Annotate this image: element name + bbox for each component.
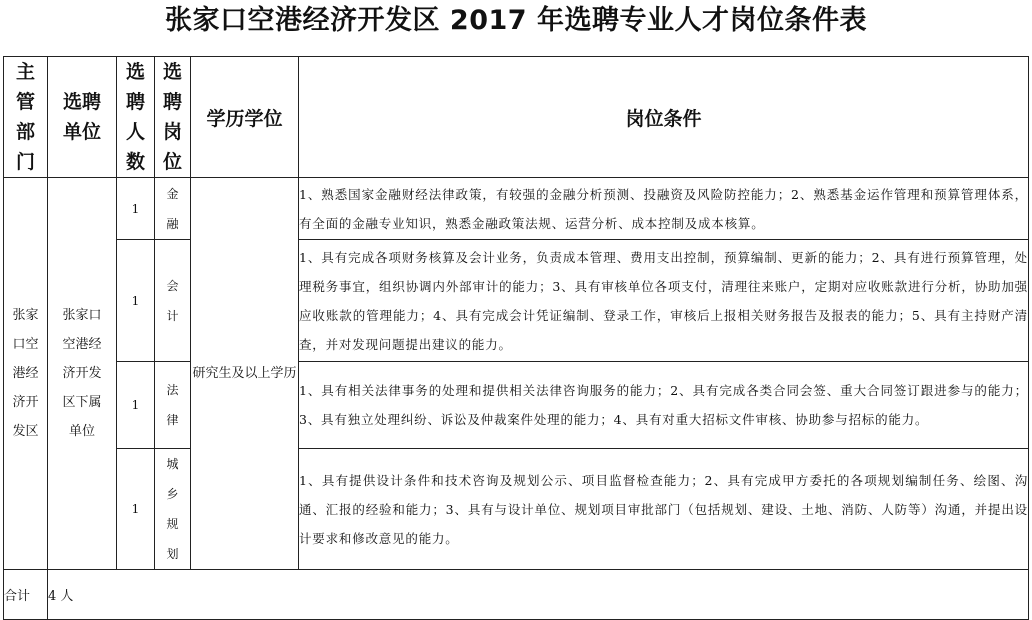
count-cell: 1 <box>117 178 155 240</box>
table-row <box>4 178 1029 240</box>
count-cell: 1 <box>117 449 155 570</box>
header-post: 选聘岗位 <box>155 57 191 178</box>
conditions-cell: 1、具有完成各项财务核算及会计业务，负责成本管理、费用支出控制，预算编制、更新的能力；2、具有进行预算管理，处理税务事宜，组织协调内外部审计的能力；3、具有审核单位各项支付，清理往来账户，定期对应收账款进行分析，协助加强应收账款的管理能力；4、具有完成会计凭证编制、登录工作，审核后上报相关财务报告及报表的能力；5、具有主持财产清查，并对发现问题提出建议的能力。 <box>299 240 1029 362</box>
conditions-cell: 1、熟悉国家金融财经法律政策，有较强的金融分析预测、投融资及风险防控能力；2、熟悉基金运作管理和预算管理体系，有全面的金融专业知识，熟悉金融政策法规、运营分析、成本控制及成本核算。 <box>299 178 1029 240</box>
table-row <box>4 449 1029 570</box>
total-value: 4 人 <box>48 570 1029 620</box>
post-cell: 金融 <box>155 178 191 240</box>
page-title: 张家口空港经济开发区 2017 年选聘专业人才岗位条件表 <box>165 5 867 36</box>
header-conditions: 岗位条件 <box>299 57 1029 178</box>
positions-table <box>3 56 1029 620</box>
header-row <box>4 57 1029 178</box>
header-dept: 主管部门 <box>4 57 48 178</box>
count-cell: 1 <box>117 362 155 449</box>
header-count: 选聘人数 <box>117 57 155 178</box>
table-row <box>4 240 1029 362</box>
degree-cell: 研究生及以上学历 <box>191 178 299 570</box>
total-row <box>4 570 1029 620</box>
conditions-cell: 1、具有提供设计条件和技术咨询及规划公示、项目监督检查能力；2、具有完成甲方委托的各项规划编制任务、绘图、沟通、汇报的经验和能力；3、具有与设计单位、规划项目审批部门（包括规划、建设、土地、消防、人防等）沟通，并提出设计要求和修改意见的能力。 <box>299 449 1029 570</box>
count-cell: 1 <box>117 240 155 362</box>
total-label: 合计 <box>4 570 48 620</box>
post-cell: 城乡规划 <box>155 449 191 570</box>
post-cell: 会计 <box>155 240 191 362</box>
unit-cell: 张家口空港经济开发区下属单位 <box>48 178 117 570</box>
dept-cell: 张家口空港经济开发区 <box>4 178 48 570</box>
table-row <box>4 362 1029 449</box>
post-cell: 法律 <box>155 362 191 449</box>
header-unit: 选聘单位 <box>48 57 117 178</box>
header-degree: 学历学位 <box>191 57 299 178</box>
conditions-cell: 1、具有相关法律事务的处理和提供相关法律咨询服务的能力；2、具有完成各类合同会签、重大合同签订跟进参与的能力；3、具有独立处理纠纷、诉讼及仲裁案件处理的能力；4、具有对重大招标文件审核、协助参与招标的能力。 <box>299 362 1029 449</box>
